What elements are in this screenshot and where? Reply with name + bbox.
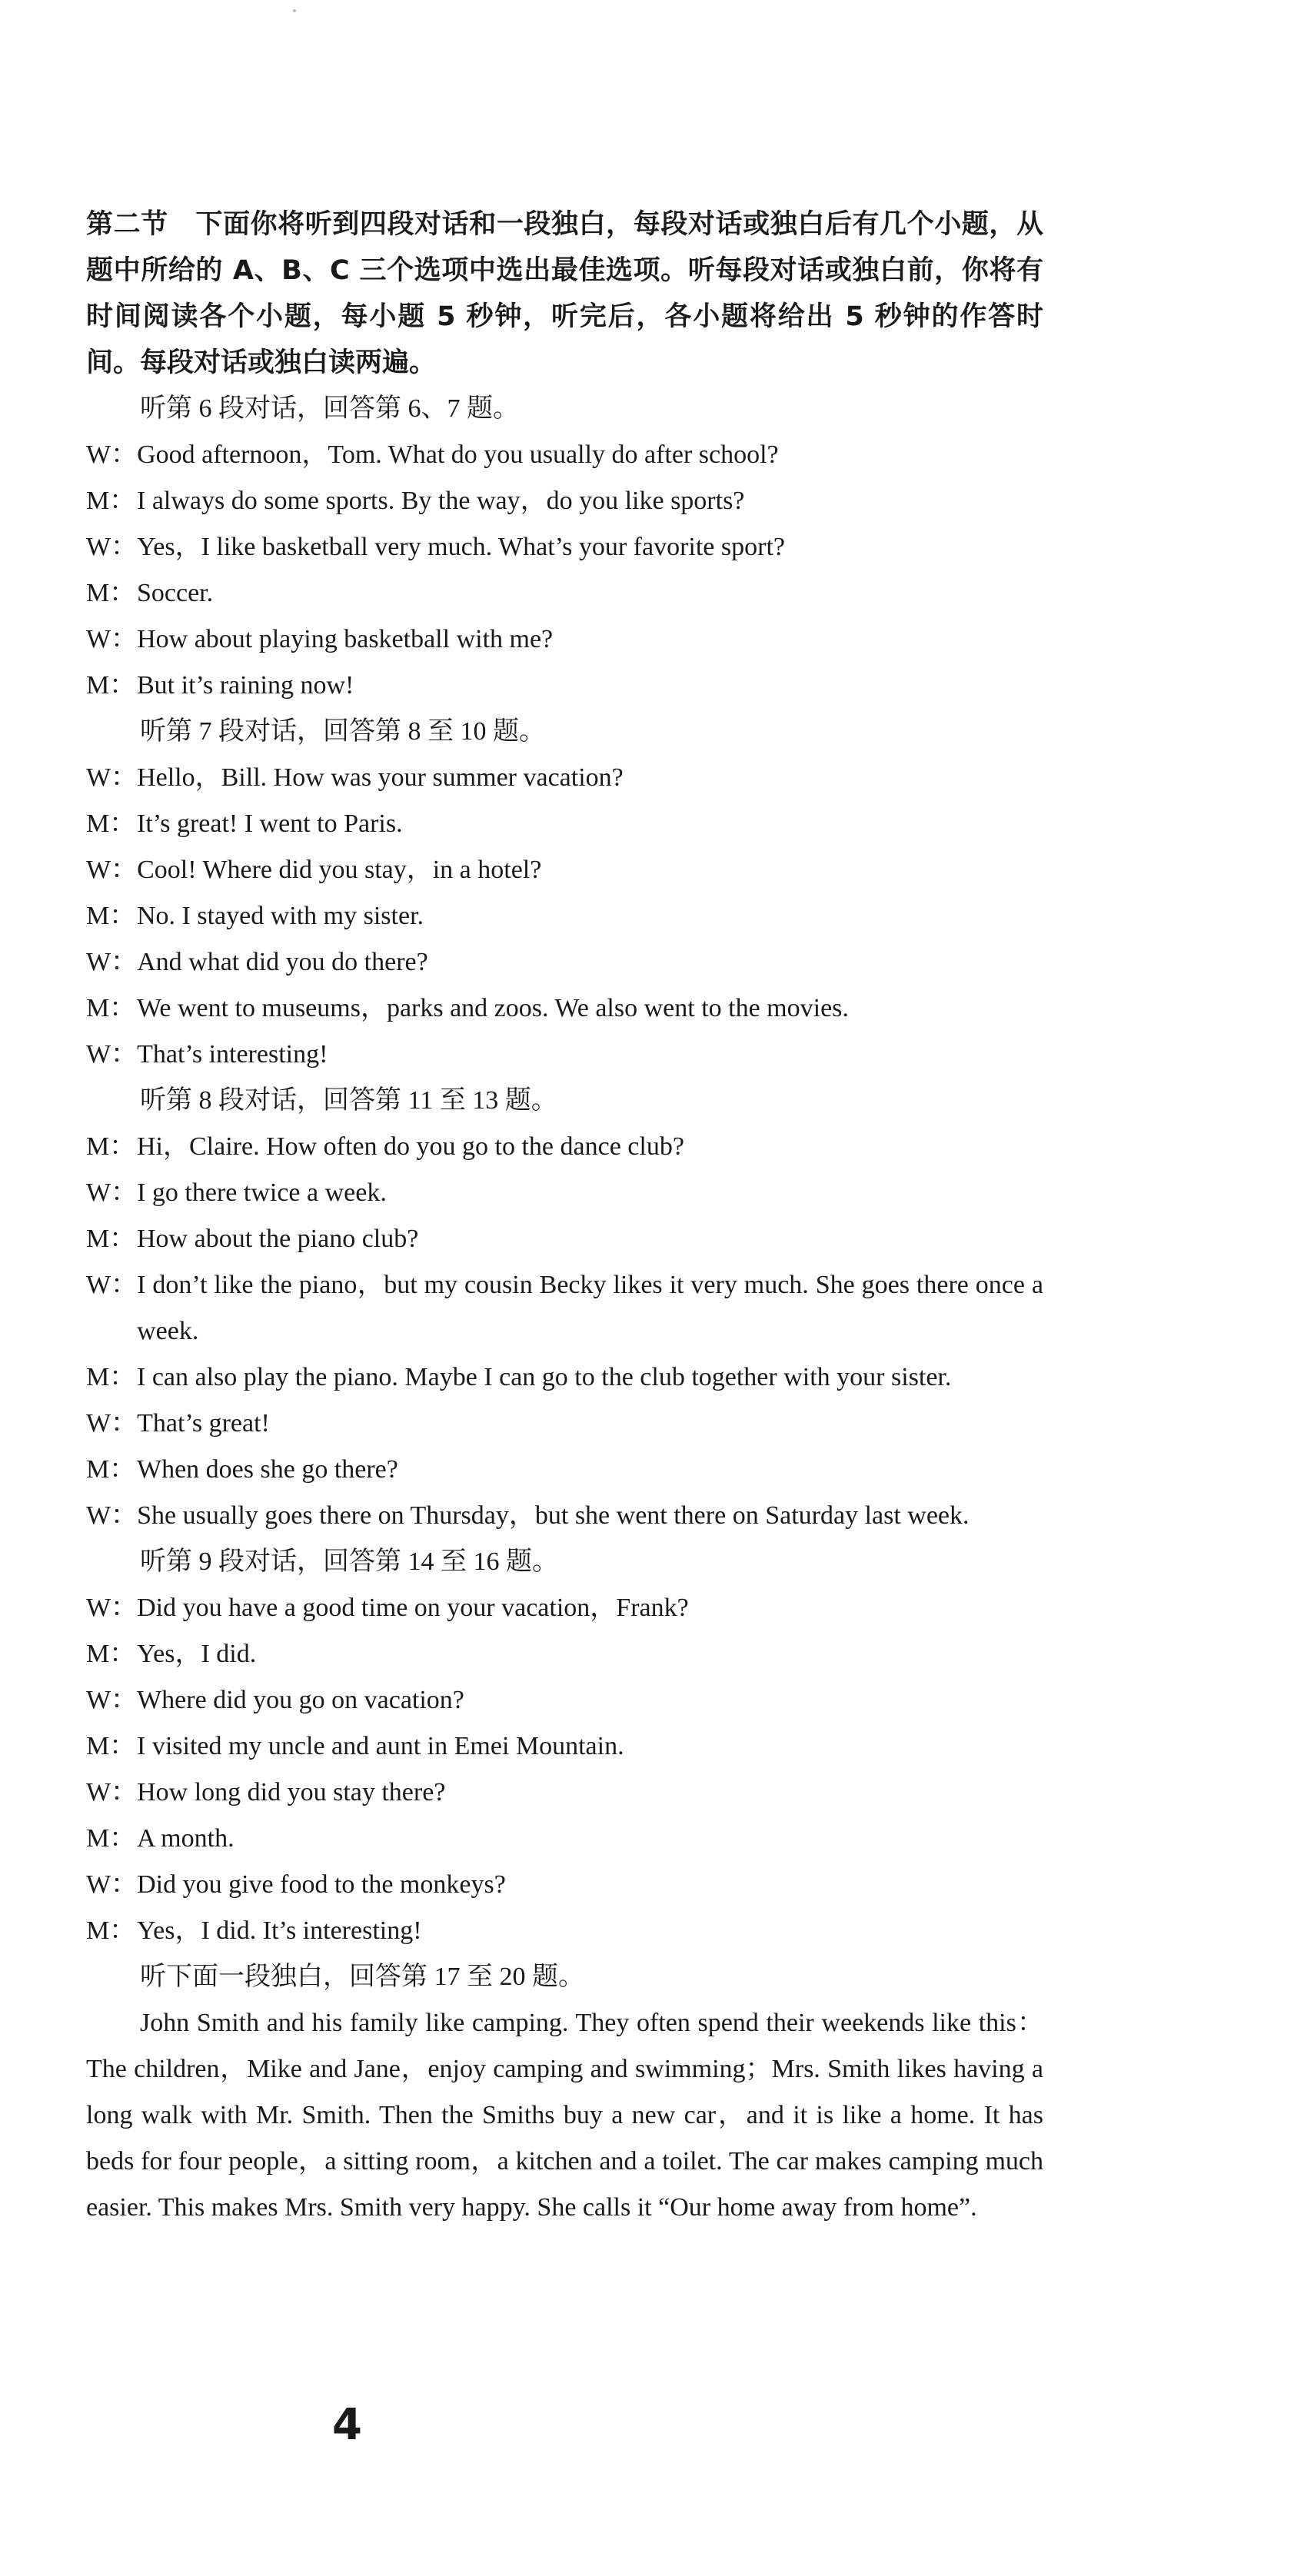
dialogue-text: Yes，I did. [137, 1640, 257, 1668]
speaker-label: M： [86, 809, 136, 838]
dialogue-text: I don’t like the piano，but my cousin Becky likes it very much. She goes there once a week. [137, 1271, 1043, 1345]
speaker-label: W： [86, 440, 138, 469]
dialogue-line [86, 1585, 1043, 1631]
scan-speck [293, 9, 296, 12]
dialogue-text: I can also play the piano. Maybe I can go to the club together with your sister. [137, 1363, 952, 1391]
dialogue-line [86, 1447, 1043, 1493]
dialogue-text: When does she go there? [137, 1455, 398, 1484]
speaker-label: M： [86, 902, 136, 930]
dialogue-line [86, 1631, 1043, 1677]
speaker-label: W： [86, 1271, 138, 1299]
dialogue-line [86, 432, 1043, 478]
speaker-label: M： [86, 579, 136, 607]
dialogue-text: But it’s raining now! [137, 671, 354, 700]
speaker-label: W： [86, 1501, 138, 1530]
section-instructions: 第二节 下面你将听到四段对话和一段独白，每段对话或独白后有几个小题，从题中所给的 A、B、C 三个选项中选出最佳选项。听每段对话或独白前，你将有时间阅读各个小题，每小题 5 秒钟，听完后，各小题将给出 5 秒钟的作答时间。每段对话或独白读两遍。 [86, 209, 1043, 378]
dialogue-text: No. I stayed with my sister. [137, 902, 424, 930]
dialogue-line [86, 1216, 1043, 1262]
dialogue-line [86, 617, 1043, 663]
speaker-label: W： [86, 1594, 138, 1622]
dialogue-line [86, 801, 1043, 847]
dialogue-text: That’s interesting! [137, 1040, 328, 1069]
dialogue-text: Hello，Bill. How was your summer vacation? [137, 763, 624, 792]
dialogue-line [86, 1908, 1043, 1954]
dialogue-text: Did you give food to the monkeys? [137, 1870, 506, 1899]
dialogue-heading: 听第 8 段对话，回答第 11 至 13 题。 [140, 1086, 557, 1115]
speaker-label: W： [86, 625, 138, 653]
speaker-label: W： [86, 1686, 138, 1714]
dialogue-line [86, 663, 1043, 709]
dialogue-text: It’s great! I went to Paris. [137, 809, 403, 838]
speaker-label: M： [86, 1363, 136, 1391]
dialogue-text: How about the piano club? [137, 1225, 419, 1253]
speaker-label: M： [86, 1640, 136, 1668]
dialogue-line [86, 1770, 1043, 1816]
dialogue-line [86, 1816, 1043, 1862]
dialogue-line [86, 1862, 1043, 1908]
speaker-label: W： [86, 856, 138, 884]
dialogue-text: A month. [137, 1824, 235, 1853]
monologue-heading: 听下面一段独白，回答第 17 至 20 题。 [140, 1963, 584, 1991]
dialogue-line [86, 1124, 1043, 1170]
speaker-label: M： [86, 671, 136, 700]
dialogue-text: I go there twice a week. [137, 1178, 387, 1207]
dialogue-line [86, 1032, 1043, 1078]
dialogue-line [86, 1401, 1043, 1447]
speaker-label: W： [86, 1870, 138, 1899]
dialogue-text: Yes，I did. It’s interesting! [137, 1916, 422, 1945]
document-page [86, 201, 1043, 2231]
dialogue-line [86, 1493, 1043, 1539]
speaker-label: M： [86, 1824, 136, 1853]
speaker-label: W： [86, 1178, 138, 1207]
dialogue-line [86, 986, 1043, 1032]
speaker-label: W： [86, 1040, 138, 1069]
speaker-label: M： [86, 1455, 136, 1484]
dialogue-text: We went to museums，parks and zoos. We also went to the movies. [137, 994, 849, 1022]
dialogue-text: Did you have a good time on your vacation，Frank? [137, 1594, 689, 1622]
dialogue-text: Cool! Where did you stay，in a hotel? [137, 856, 542, 884]
dialogue-text: I always do some sports. By the way，do you like sports? [137, 487, 745, 515]
dialogue-text: She usually goes there on Thursday，but she went there on Saturday last week. [137, 1501, 970, 1530]
speaker-label: W： [86, 948, 138, 976]
speaker-label: M： [86, 1916, 136, 1945]
dialogue-heading: 听第 6 段对话，回答第 6、7 题。 [140, 394, 519, 423]
dialogue-heading: 听第 9 段对话，回答第 14 至 16 题。 [140, 1547, 558, 1576]
dialogue-line [86, 478, 1043, 524]
speaker-label: M： [86, 1732, 136, 1760]
speaker-label: W： [86, 1409, 138, 1438]
page-number: 4 [332, 2400, 362, 2450]
dialogue-text: Yes，I like basketball very much. What’s your favorite sport? [137, 533, 785, 561]
dialogue-text: I visited my uncle and aunt in Emei Mountain. [137, 1732, 624, 1760]
dialogue-text: How long did you stay there? [137, 1778, 446, 1807]
speaker-label: M： [86, 994, 136, 1022]
dialogue-text: Hi，Claire. How often do you go to the dance club? [137, 1132, 684, 1161]
dialogue-line [86, 570, 1043, 617]
dialogue-line [86, 524, 1043, 570]
monologue-text: John Smith and his family like camping. They often spend their weekends like this：The children，Mike and Jane，enjoy camping and swimming；Mrs. Smith likes having a long walk with Mr. Smith. Then the Smiths buy a new car，and it is like a home. It has beds for four people，a sitting room，a kitchen and a toilet. The car makes camping much easier. This makes Mrs. Smith very happy. She calls it “Our home away from home”. [86, 2009, 1043, 2222]
dialogue-line [86, 1354, 1043, 1401]
dialogue-text: And what did you do there? [137, 948, 428, 976]
dialogue-line [86, 893, 1043, 939]
dialogue-line [86, 939, 1043, 986]
dialogue-text: Soccer. [137, 579, 214, 607]
dialogue-line [86, 1262, 1043, 1354]
speaker-label: M： [86, 487, 136, 515]
dialogue-line [86, 1170, 1043, 1216]
speaker-label: W： [86, 763, 138, 792]
dialogue-heading: 听第 7 段对话，回答第 8 至 10 题。 [140, 717, 545, 746]
speaker-label: M： [86, 1132, 136, 1161]
dialogue-text: How about playing basketball with me? [137, 625, 554, 653]
speaker-label: M： [86, 1225, 136, 1253]
dialogue-line [86, 755, 1043, 801]
speaker-label: W： [86, 1778, 138, 1807]
dialogue-text: Where did you go on vacation? [137, 1686, 464, 1714]
speaker-label: W： [86, 533, 138, 561]
dialogue-line [86, 1677, 1043, 1723]
dialogue-text: That’s great! [137, 1409, 270, 1438]
dialogue-line [86, 847, 1043, 893]
dialogue-line [86, 1723, 1043, 1770]
dialogue-text: Good afternoon，Tom. What do you usually do after school? [137, 440, 779, 469]
